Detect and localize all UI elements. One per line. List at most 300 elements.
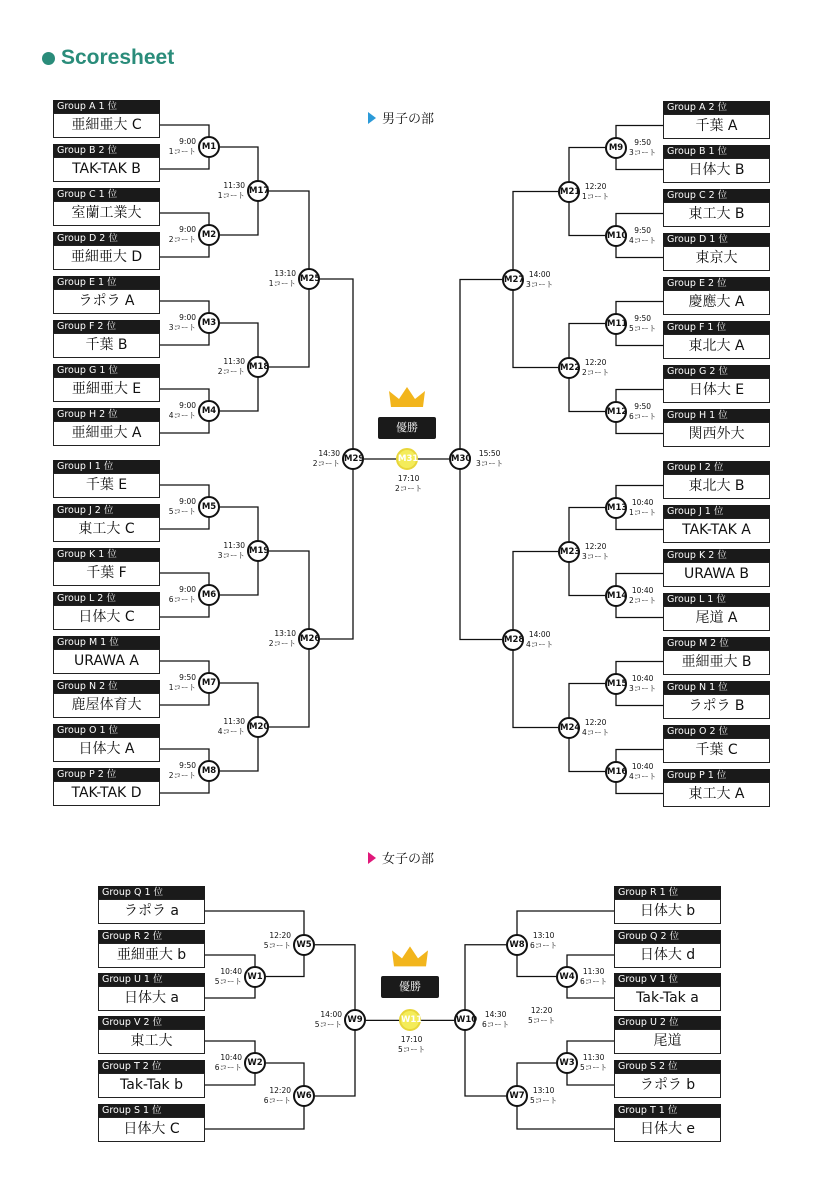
match-time: 9:00 [179,313,196,322]
men-section-heading [368,108,434,127]
match-court: 2コート [168,235,196,244]
match-schedule [629,314,656,334]
match-time: 9:50 [179,761,196,770]
match-node-m4[interactable]: M4 [198,400,220,422]
group-label: Group R 1 位 [614,886,721,899]
team-name: 亜細亜大 E [53,377,160,402]
triangle-arrow-icon [368,112,376,124]
team-slot[interactable] [53,408,160,446]
match-time: 13:10 [532,930,555,940]
match-schedule [398,1035,425,1055]
match-node-w1[interactable]: W1 [244,966,266,988]
match-court: 4コート [217,727,245,736]
match-time: 15:50 [478,449,501,458]
match-court: 6コート [580,976,608,986]
group-label: Group T 2 位 [98,1060,205,1073]
group-label: Group A 2 位 [663,101,770,114]
match-node-m8[interactable]: M8 [198,760,220,782]
group-label: Group U 2 位 [614,1016,721,1029]
team-name: URAWA A [53,649,160,674]
match-node-m9[interactable]: M9 [605,137,627,159]
group-label: Group H 1 位 [663,409,770,422]
team-slot[interactable] [53,232,160,270]
match-schedule [315,1010,342,1030]
team-name: 東工大 [98,1029,205,1054]
match-time: 10:40 [220,966,242,976]
group-label: Group B 2 位 [53,144,160,157]
match-schedule [218,357,245,377]
team-slot[interactable] [663,681,770,719]
team-slot[interactable] [663,321,770,359]
team-name: 亜細亜大 D [53,245,160,270]
match-node-w6[interactable]: W6 [293,1085,315,1107]
match-time: 12:20 [530,1006,553,1016]
match-schedule [264,1086,291,1106]
group-label: Group J 1 位 [663,505,770,518]
match-court: 6コート [530,940,558,950]
match-time: 12:20 [584,181,607,191]
match-schedule [526,630,553,650]
group-label: Group S 2 位 [614,1060,721,1073]
team-slot[interactable] [614,1060,721,1098]
group-label: Group A 1 位 [53,100,160,113]
match-node-m22[interactable]: M22 [558,357,580,379]
match-node-m24[interactable]: M24 [558,717,580,739]
match-court: 1コート [217,191,245,200]
team-slot[interactable] [98,1016,205,1054]
group-label: Group H 2 位 [53,408,160,421]
match-court: 1コート [629,507,657,517]
team-slot[interactable] [98,1104,205,1142]
team-slot[interactable] [53,276,160,314]
team-slot[interactable] [663,101,770,139]
match-node-w5[interactable]: W5 [293,934,315,956]
match-node-m6[interactable]: M6 [198,584,220,606]
match-node-m10[interactable]: M10 [605,225,627,247]
match-node-m14[interactable]: M14 [605,585,627,607]
match-court: 5コート [314,1020,342,1030]
team-slot[interactable] [663,549,770,587]
match-court: 3コート [526,279,554,289]
match-schedule [582,182,609,202]
team-slot[interactable] [53,724,160,762]
team-slot[interactable] [53,636,160,674]
group-label: Group G 1 位 [53,364,160,377]
match-time: 11:30 [223,541,245,550]
match-court: 4コート [582,727,610,737]
team-name: 東北大 B [663,474,770,499]
team-slot[interactable] [53,144,160,182]
match-court: 3コート [629,147,657,157]
team-slot[interactable] [663,145,770,183]
match-court: 2コート [629,595,657,605]
match-court: 2コート [582,367,610,377]
group-label: Group D 2 位 [53,232,160,245]
group-label: Group T 1 位 [614,1104,721,1117]
match-court: 2コート [268,639,296,648]
match-court: 3コート [629,683,657,693]
match-schedule [169,313,196,333]
match-time: 13:10 [532,1086,555,1095]
match-node-m12[interactable]: M12 [605,401,627,423]
match-schedule [582,542,609,562]
match-schedule [169,225,196,245]
team-name: 千葉 E [53,473,160,498]
match-time: 12:20 [269,1086,291,1095]
group-label: Group R 2 位 [98,930,205,943]
match-time: 12:20 [584,541,607,551]
match-time: 14:30 [484,1010,507,1020]
team-name: 亜細亜大 b [98,943,205,968]
match-time: 9:00 [179,225,196,234]
group-label: Group E 1 位 [53,276,160,289]
match-schedule [169,585,196,605]
team-slot[interactable] [53,768,160,806]
match-court: 2コート [217,367,245,376]
match-court: 5コート [580,1063,608,1072]
match-node-m5[interactable]: M5 [198,496,220,518]
match-court: 2コート [395,484,423,493]
team-slot[interactable] [663,593,770,631]
match-node-m31[interactable]: M31 [396,448,418,470]
match-court: 6コート [629,411,657,421]
group-label: Group D 1 位 [663,233,770,246]
match-court: 3コート [168,323,196,332]
match-node-m11[interactable]: M11 [605,313,627,335]
match-schedule [215,1053,242,1073]
team-slot[interactable] [53,364,160,402]
match-schedule [580,1053,607,1073]
match-court: 5コート [263,940,291,950]
match-schedule [528,1006,555,1026]
group-label: Group E 2 位 [663,277,770,290]
match-node-m26[interactable]: M26 [298,628,320,650]
team-name: Tak-Tak b [98,1073,205,1098]
team-name: 千葉 B [53,333,160,358]
team-name: 日体大 b [614,899,721,924]
team-name: 尾道 [614,1029,721,1054]
team-slot[interactable] [53,460,160,498]
group-label: Group N 2 位 [53,680,160,693]
section-title: 男子の部 [382,112,435,127]
team-slot[interactable] [53,680,160,718]
team-slot[interactable] [663,769,770,807]
match-schedule [530,1086,557,1106]
match-court: 3コート [476,459,504,468]
group-label: Group I 2 位 [663,461,770,474]
match-node-m30[interactable]: M30 [449,448,471,470]
team-slot[interactable] [663,461,770,499]
match-schedule [482,1010,509,1030]
match-court: 3コート [217,551,245,560]
champion-label: 優勝 [378,417,436,439]
match-time: 14:00 [528,629,551,639]
match-node-m3[interactable]: M3 [198,312,220,334]
group-label: Group L 2 位 [53,592,160,605]
crown-icon [389,387,425,407]
match-schedule [526,270,553,290]
match-schedule [582,358,609,378]
match-time: 17:10 [400,1035,423,1045]
team-name: 亜細亜大 B [663,650,770,675]
group-label: Group V 2 位 [98,1016,205,1029]
match-time: 12:20 [269,930,291,940]
match-schedule [629,498,656,518]
team-name: 東京大 [663,246,770,271]
match-schedule [169,401,196,421]
match-schedule [215,967,242,987]
match-court: 5コート [528,1016,556,1026]
group-label: Group I 1 位 [53,460,160,473]
match-time: 9:00 [179,585,196,594]
team-slot[interactable] [614,886,721,924]
match-schedule [264,931,291,951]
match-schedule [580,967,607,987]
team-name: 尾道 A [663,606,770,631]
match-time: 10:40 [631,761,654,771]
group-label: Group M 2 位 [663,637,770,650]
match-time: 10:40 [631,673,654,683]
women-section-heading [368,848,434,867]
match-node-m19[interactable]: M19 [247,540,269,562]
team-slot[interactable] [53,548,160,586]
group-label: Group Q 1 位 [98,886,205,899]
match-node-m29[interactable]: M29 [342,448,364,470]
team-slot[interactable] [53,592,160,630]
team-slot[interactable] [98,886,205,924]
champion-label: 優勝 [381,976,439,998]
group-label: Group P 1 位 [663,769,770,782]
team-slot[interactable] [614,1104,721,1142]
team-name: ラポラ A [53,289,160,314]
match-schedule [218,717,245,737]
match-node-w9[interactable]: W9 [344,1009,366,1031]
match-court: 1コート [168,147,196,156]
match-time: 12:20 [584,357,607,367]
team-name: 東工大 A [663,782,770,807]
match-court: 5コート [629,323,657,333]
match-time: 9:00 [179,497,196,506]
team-name: 日体大 e [614,1117,721,1142]
match-time: 12:20 [584,717,607,727]
match-time: 9:50 [634,137,652,147]
match-court: 6コート [482,1020,510,1030]
match-schedule [629,674,656,694]
match-node-m18[interactable]: M18 [247,356,269,378]
match-schedule [218,181,245,201]
match-court: 5コート [530,1096,558,1105]
group-label: Group K 1 位 [53,548,160,561]
match-node-m21[interactable]: M21 [558,181,580,203]
team-name: ラポラ B [663,694,770,719]
match-schedule [313,449,340,469]
group-label: Group C 2 位 [663,189,770,202]
team-slot[interactable] [663,233,770,271]
match-court: 1コート [268,279,296,288]
match-time: 9:50 [634,225,652,235]
match-court: 6コート [263,1096,291,1105]
group-label: Group C 1 位 [53,188,160,201]
match-court: 4コート [629,771,657,781]
team-slot[interactable] [663,365,770,403]
team-name: 日体大 B [663,158,770,183]
match-time: 13:10 [274,629,296,638]
team-slot[interactable] [614,930,721,968]
group-label: Group V 1 位 [614,973,721,986]
team-name: TAK-TAK A [663,518,770,543]
match-schedule [169,761,196,781]
match-schedule [476,449,503,469]
match-time: 9:50 [634,313,652,323]
team-name: 東工大 B [663,202,770,227]
team-name: TAK-TAK B [53,157,160,182]
match-node-m13[interactable]: M13 [605,497,627,519]
match-node-w3[interactable]: W3 [556,1052,578,1074]
match-court: 5コート [398,1045,426,1055]
match-schedule [169,137,196,157]
team-slot[interactable] [663,725,770,763]
match-schedule [582,718,609,738]
team-name: 日体大 A [53,737,160,762]
match-node-m20[interactable]: M20 [247,716,269,738]
match-node-m27[interactable]: M27 [502,269,524,291]
match-time: 11:30 [582,1053,605,1062]
match-node-w2[interactable]: W2 [244,1052,266,1074]
match-node-w8[interactable]: W8 [506,934,528,956]
group-label: Group B 1 位 [663,145,770,158]
page-title-text: Scoresheet [61,46,175,69]
crown-icon [392,946,428,966]
group-label: Group L 1 位 [663,593,770,606]
match-node-m15[interactable]: M15 [605,673,627,695]
match-time: 10:40 [220,1053,242,1062]
team-slot[interactable] [663,505,770,543]
team-name: 日体大 a [98,986,205,1011]
match-time: 10:40 [631,585,654,595]
match-court: 5コート [168,507,196,516]
match-schedule [169,673,196,693]
match-time: 9:00 [179,401,196,410]
match-time: 9:00 [179,137,196,146]
match-schedule [629,402,656,422]
group-label: Group G 2 位 [663,365,770,378]
group-label: Group P 2 位 [53,768,160,781]
group-label: Group O 2 位 [663,725,770,738]
team-slot[interactable] [663,277,770,315]
team-slot[interactable] [98,973,205,1011]
triangle-arrow-icon [368,852,376,864]
match-node-w4[interactable]: W4 [556,966,578,988]
team-slot[interactable] [663,637,770,675]
match-node-m23[interactable]: M23 [558,541,580,563]
match-court: 4コート [168,411,196,420]
match-time: 9:50 [179,673,196,682]
match-node-m17[interactable]: M17 [247,180,269,202]
team-name: 千葉 C [663,738,770,763]
team-name: 鹿屋体育大 [53,693,160,718]
match-time: 11:30 [582,966,605,976]
team-name: ラポラ b [614,1073,721,1098]
group-label: Group F 2 位 [53,320,160,333]
match-node-w10[interactable]: W10 [454,1009,476,1031]
match-time: 13:10 [274,269,296,278]
match-schedule [629,586,656,606]
team-name: 亜細亜大 C [53,113,160,138]
match-court: 6コート [214,1063,242,1072]
match-court: 4コート [629,235,657,245]
team-slot[interactable] [98,930,205,968]
match-time: 10:40 [631,497,654,507]
team-name: ラポラ a [98,899,205,924]
team-name: 東北大 A [663,334,770,359]
match-time: 11:30 [223,357,245,366]
match-node-m28[interactable]: M28 [502,629,524,651]
team-name: TAK-TAK D [53,781,160,806]
match-schedule [269,269,296,289]
match-time: 14:30 [318,449,340,458]
match-schedule [218,541,245,561]
team-slot[interactable] [663,409,770,447]
match-time: 9:50 [634,401,652,411]
team-slot[interactable] [614,1016,721,1054]
match-node-w11[interactable]: W11 [399,1009,421,1031]
team-name: 日体大 C [53,605,160,630]
team-slot[interactable] [53,504,160,542]
match-court: 4コート [526,639,554,649]
team-name: 日体大 C [98,1117,205,1142]
match-schedule [269,629,296,649]
match-node-m25[interactable]: M25 [298,268,320,290]
match-schedule [629,762,656,782]
group-label: Group U 1 位 [98,973,205,986]
match-node-m16[interactable]: M16 [605,761,627,783]
match-court: 2コート [168,771,196,780]
team-slot[interactable] [53,188,160,226]
team-name: 関西外大 [663,422,770,447]
group-label: Group S 1 位 [98,1104,205,1117]
match-schedule [169,497,196,517]
team-slot[interactable] [53,100,160,138]
match-court: 1コート [582,191,610,201]
match-court: 6コート [168,595,196,604]
group-label: Group M 1 位 [53,636,160,649]
team-name: 日体大 d [614,943,721,968]
team-slot[interactable] [53,320,160,358]
match-node-w7[interactable]: W7 [506,1085,528,1107]
team-slot[interactable] [98,1060,205,1098]
match-schedule [629,226,656,246]
team-slot[interactable] [663,189,770,227]
section-title: 女子の部 [382,852,435,867]
match-node-m7[interactable]: M7 [198,672,220,694]
team-name: 亜細亜大 A [53,421,160,446]
group-label: Group F 1 位 [663,321,770,334]
team-slot[interactable] [614,973,721,1011]
group-label: Group Q 2 位 [614,930,721,943]
match-court: 3コート [582,551,610,561]
match-node-m1[interactable]: M1 [198,136,220,158]
team-name: URAWA B [663,562,770,587]
match-time: 11:30 [223,717,245,726]
match-node-m2[interactable]: M2 [198,224,220,246]
team-name: 日体大 E [663,378,770,403]
match-time: 14:00 [320,1010,342,1020]
match-schedule [629,138,656,158]
team-name: 室蘭工業大 [53,201,160,226]
team-name: 慶應大 A [663,290,770,315]
match-court: 2コート [312,459,340,468]
match-time: 17:10 [397,474,420,483]
